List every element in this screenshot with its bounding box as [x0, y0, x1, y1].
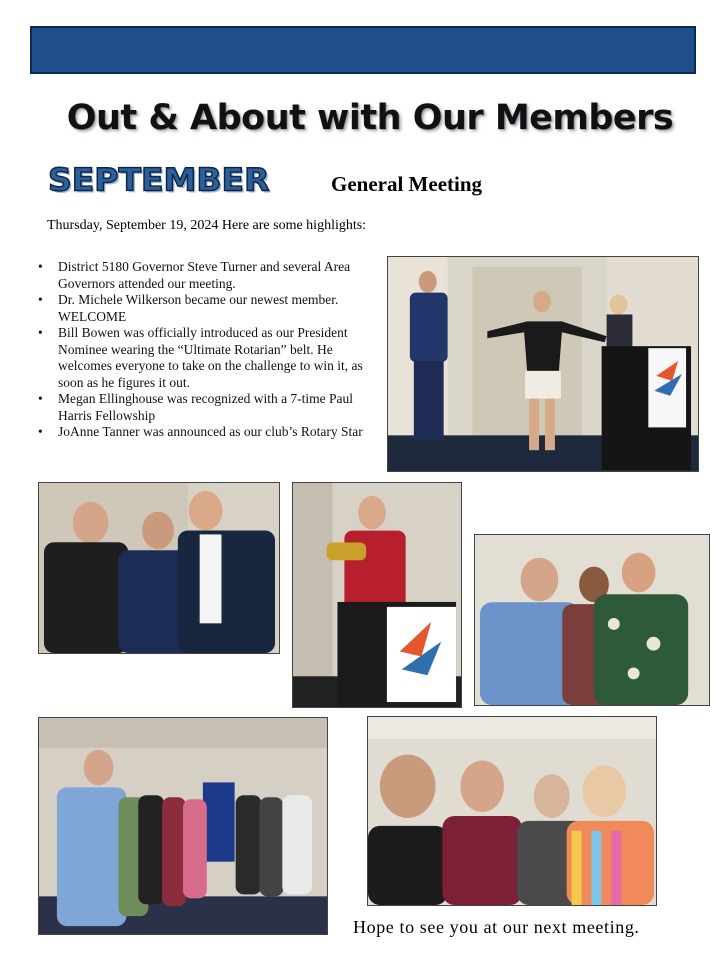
meeting-subtitle: General Meeting: [331, 172, 483, 196]
highlights-list: [38, 259, 383, 441]
photo-group-smiling: [474, 534, 710, 706]
closing-message: Hope to see you at our next meeting.: [353, 917, 640, 937]
list-item: • JoAnne Tanner was announced as our club’s Rotary Star: [38, 424, 383, 441]
month-heading: SEPTEMBER: [48, 160, 270, 199]
list-item: • District 5180 Governor Steve Turner and several Area Governors attended our meeting.: [38, 259, 383, 292]
list-item: • Bill Bowen was officially introduced as our President Nominee wearing the “Ultimate Rotarian” belt. He welcomes everyone to take on the challenge to win it, as soon as he figures it out.: [38, 325, 383, 391]
photo-women-selfie: [367, 716, 657, 906]
intro-text: Thursday, September 19, 2024 Here are some highlights:: [47, 218, 367, 233]
photo-podium-stage: [387, 256, 699, 472]
photo-belt-podium: [292, 482, 462, 708]
list-item: • Megan Ellinghouse was recognized with a 7-time Paul Harris Fellowship: [38, 391, 383, 424]
photo-three-men: [38, 482, 280, 654]
list-item: • Dr. Michele Wilkerson became our newest member. WELCOME: [38, 292, 383, 325]
page-title: Out & About with Our Members: [66, 98, 674, 138]
header-banner: [30, 26, 696, 74]
photo-group-banner: [38, 717, 328, 935]
